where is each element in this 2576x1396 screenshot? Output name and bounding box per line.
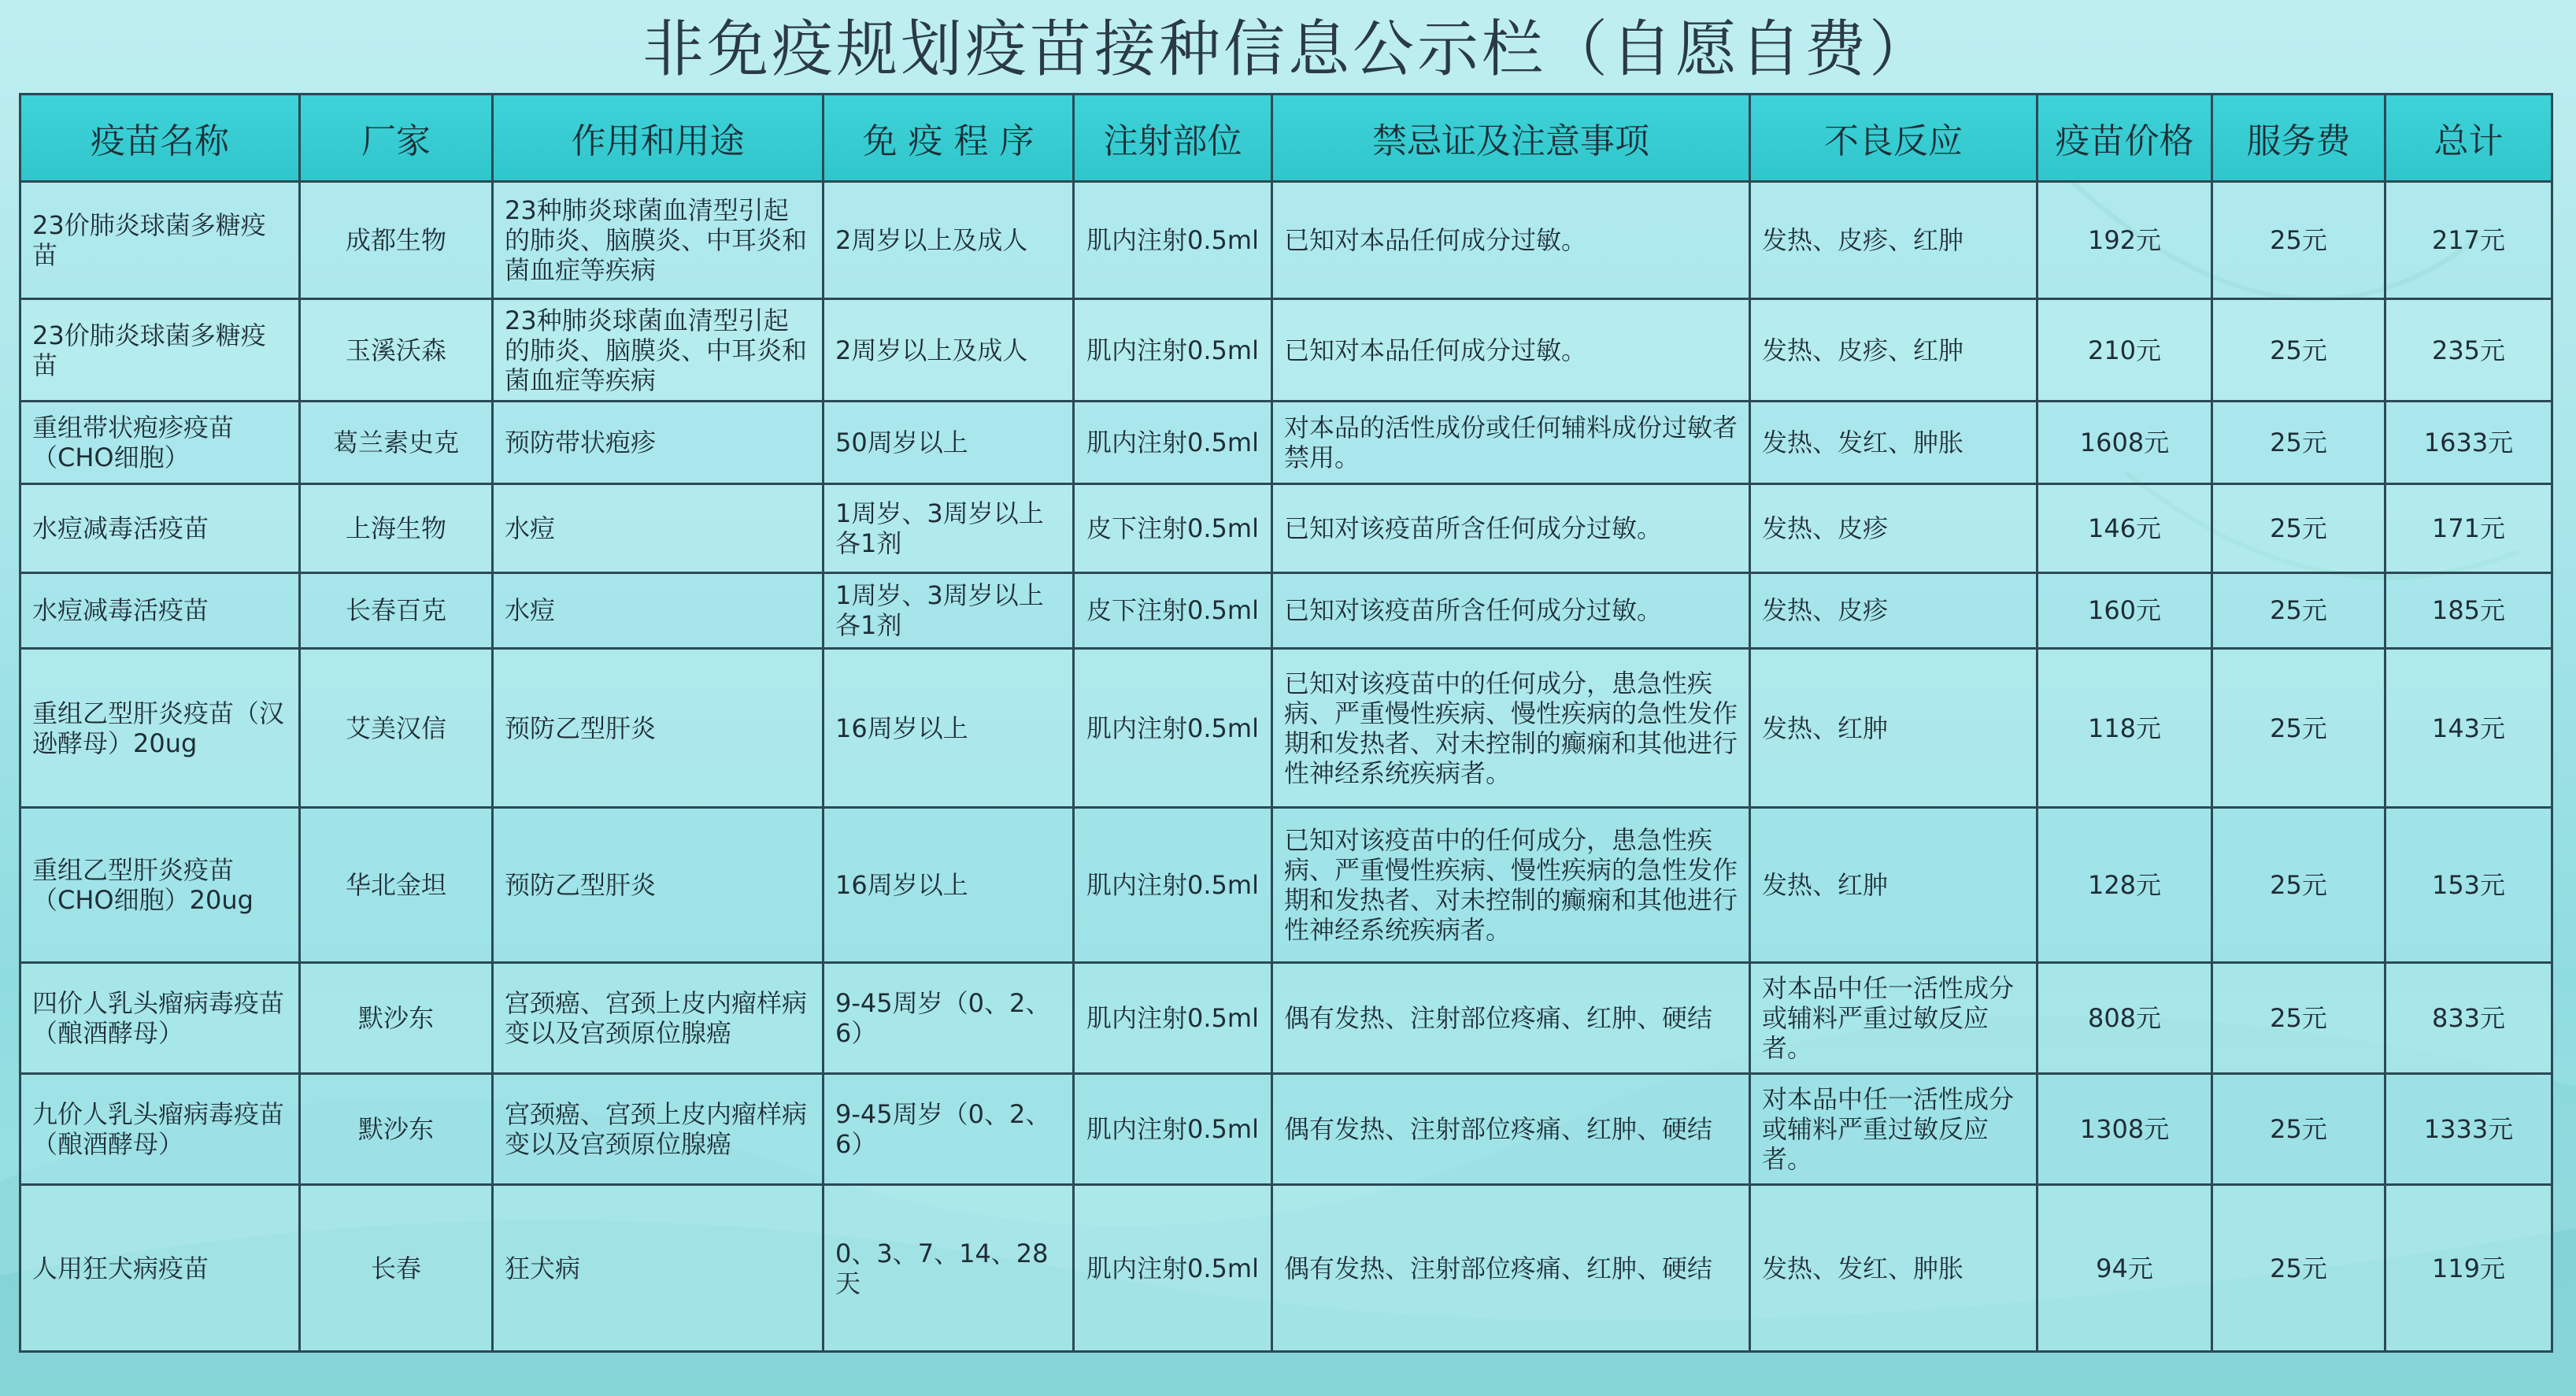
usage-cell: 宫颈癌、宫颈上皮内瘤样病变以及宫颈原位腺癌 [493,963,824,1074]
schedule-cell: 16周岁以上 [824,807,1074,962]
vaccine-name-cell: 四价人乳头瘤病毒疫苗（酿酒酵母） [20,963,300,1074]
adverse-reactions-cell: 发热、红肿 [1750,807,2037,962]
service-fee-cell: 25元 [2212,483,2385,572]
header-manufacturer: 厂家 [300,94,493,182]
manufacturer-cell: 上海生物 [300,483,493,572]
table-row [20,572,2552,649]
schedule-cell: 9-45周岁（0、2、6） [824,1074,1074,1185]
injection-site-cell: 肌内注射0.5ml [1074,807,1272,962]
contraindications-cell: 已知对本品任何成分过敏。 [1272,299,1750,402]
page-title: 非免疫规划疫苗接种信息公示栏（自愿自费） [642,14,1934,85]
manufacturer-cell: 长春 [300,1185,493,1352]
adverse-reactions-cell: 发热、红肿 [1750,649,2037,807]
adverse-reactions-cell: 发热、皮疹、红肿 [1750,299,2037,402]
vaccine-name-cell: 23价肺炎球菌多糖疫苗 [20,299,300,402]
table-row [20,182,2552,299]
manufacturer-cell: 默沙东 [300,1074,493,1185]
contraindications-cell: 偶有发热、注射部位疼痛、红肿、硬结 [1272,963,1750,1074]
total-cell: 119元 [2385,1185,2552,1352]
table-row [20,299,2552,402]
vaccine-name-cell: 重组带状疱疹疫苗（CHO细胞） [20,402,300,484]
contraindications-cell: 已知对该疫苗中的任何成分，患急性疾病、严重慢性疾病、慢性疾病的急性发作期和发热者、对未控制的癫痫和其他进行性神经系统疾病者。 [1272,649,1750,807]
manufacturer-cell: 葛兰素史克 [300,402,493,484]
total-cell: 235元 [2385,299,2552,402]
vaccine-price-cell: 192元 [2037,182,2212,299]
vaccine-name-cell: 重组乙型肝炎疫苗（CHO细胞）20ug [20,807,300,962]
schedule-cell: 16周岁以上 [824,649,1074,807]
vaccine-name-cell: 重组乙型肝炎疫苗（汉逊酵母）20ug [20,649,300,807]
injection-site-cell: 肌内注射0.5ml [1074,963,1272,1074]
service-fee-cell: 25元 [2212,299,2385,402]
usage-cell: 23种肺炎球菌血清型引起的肺炎、脑膜炎、中耳炎和菌血症等疾病 [493,299,824,402]
vaccine-price-cell: 1308元 [2037,1074,2212,1185]
vaccine-price-cell: 160元 [2037,572,2212,649]
usage-cell: 水痘 [493,483,824,572]
manufacturer-cell: 长春百克 [300,572,493,649]
table-row [20,1185,2552,1352]
service-fee-cell: 25元 [2212,1074,2385,1185]
vaccine-name-cell: 九价人乳头瘤病毒疫苗（酿酒酵母） [20,1074,300,1185]
contraindications-cell: 对本品的活性成份或任何辅料成份过敏者禁用。 [1272,402,1750,484]
manufacturer-cell: 华北金坦 [300,807,493,962]
adverse-reactions-cell: 发热、皮疹、红肿 [1750,182,2037,299]
contraindications-cell: 偶有发热、注射部位疼痛、红肿、硬结 [1272,1074,1750,1185]
header-schedule: 免 疫 程 序 [824,94,1074,182]
total-cell: 1333元 [2385,1074,2552,1185]
vaccine-info-table [19,93,2553,1353]
adverse-reactions-cell: 对本品中任一活性成分或辅料严重过敏反应者。 [1750,1074,2037,1185]
contraindications-cell: 偶有发热、注射部位疼痛、红肿、硬结 [1272,1185,1750,1352]
service-fee-cell: 25元 [2212,963,2385,1074]
header-service-fee: 服务费 [2212,94,2385,182]
schedule-cell: 0、3、7、14、28天 [824,1185,1074,1352]
injection-site-cell: 皮下注射0.5ml [1074,483,1272,572]
header-usage: 作用和用途 [493,94,824,182]
adverse-reactions-cell: 对本品中任一活性成分或辅料严重过敏反应者。 [1750,963,2037,1074]
injection-site-cell: 皮下注射0.5ml [1074,572,1272,649]
table-row [20,1074,2552,1185]
header-total: 总计 [2385,94,2552,182]
table-row [20,649,2552,807]
vaccine-price-cell: 118元 [2037,649,2212,807]
schedule-cell: 1周岁、3周岁以上各1剂 [824,483,1074,572]
manufacturer-cell: 默沙东 [300,963,493,1074]
injection-site-cell: 肌内注射0.5ml [1074,402,1272,484]
total-cell: 833元 [2385,963,2552,1074]
total-cell: 1633元 [2385,402,2552,484]
usage-cell: 水痘 [493,572,824,649]
header-contraindications: 禁忌证及注意事项 [1272,94,1750,182]
table-row [20,807,2552,962]
vaccine-price-cell: 146元 [2037,483,2212,572]
vaccine-price-cell: 210元 [2037,299,2212,402]
vaccine-price-cell: 128元 [2037,807,2212,962]
usage-cell: 宫颈癌、宫颈上皮内瘤样病变以及宫颈原位腺癌 [493,1074,824,1185]
vaccine-name-cell: 人用狂犬病疫苗 [20,1185,300,1352]
manufacturer-cell: 成都生物 [300,182,493,299]
service-fee-cell: 25元 [2212,402,2385,484]
schedule-cell: 50周岁以上 [824,402,1074,484]
contraindications-cell: 已知对该疫苗中的任何成分，患急性疾病、严重慢性疾病、慢性疾病的急性发作期和发热者、对未控制的癫痫和其他进行性神经系统疾病者。 [1272,807,1750,962]
contraindications-cell: 已知对本品任何成分过敏。 [1272,182,1750,299]
manufacturer-cell: 艾美汉信 [300,649,493,807]
vaccine-name-cell: 23价肺炎球菌多糖疫苗 [20,182,300,299]
total-cell: 185元 [2385,572,2552,649]
service-fee-cell: 25元 [2212,649,2385,807]
contraindications-cell: 已知对该疫苗所含任何成分过敏。 [1272,483,1750,572]
header-vaccine-price: 疫苗价格 [2037,94,2212,182]
total-cell: 153元 [2385,807,2552,962]
service-fee-cell: 25元 [2212,182,2385,299]
schedule-cell: 2周岁以上及成人 [824,299,1074,402]
table-row [20,483,2552,572]
injection-site-cell: 肌内注射0.5ml [1074,649,1272,807]
injection-site-cell: 肌内注射0.5ml [1074,299,1272,402]
schedule-cell: 1周岁、3周岁以上各1剂 [824,572,1074,649]
header-injection-site: 注射部位 [1074,94,1272,182]
service-fee-cell: 25元 [2212,1185,2385,1352]
contraindications-cell: 已知对该疫苗所含任何成分过敏。 [1272,572,1750,649]
adverse-reactions-cell: 发热、皮疹 [1750,483,2037,572]
service-fee-cell: 25元 [2212,807,2385,962]
injection-site-cell: 肌内注射0.5ml [1074,1074,1272,1185]
header-adverse-reactions: 不良反应 [1750,94,2037,182]
service-fee-cell: 25元 [2212,572,2385,649]
usage-cell: 预防乙型肝炎 [493,649,824,807]
schedule-cell: 2周岁以上及成人 [824,182,1074,299]
vaccine-name-cell: 水痘减毒活疫苗 [20,483,300,572]
adverse-reactions-cell: 发热、发红、肿胀 [1750,1185,2037,1352]
vaccine-price-cell: 1608元 [2037,402,2212,484]
usage-cell: 预防乙型肝炎 [493,807,824,962]
injection-site-cell: 肌内注射0.5ml [1074,182,1272,299]
vaccine-name-cell: 水痘减毒活疫苗 [20,572,300,649]
usage-cell: 狂犬病 [493,1185,824,1352]
manufacturer-cell: 玉溪沃森 [300,299,493,402]
usage-cell: 23种肺炎球菌血清型引起的肺炎、脑膜炎、中耳炎和菌血症等疾病 [493,182,824,299]
injection-site-cell: 肌内注射0.5ml [1074,1185,1272,1352]
table-header-row [20,94,2552,182]
vaccine-price-cell: 808元 [2037,963,2212,1074]
adverse-reactions-cell: 发热、发红、肿胀 [1750,402,2037,484]
header-vaccine-name: 疫苗名称 [20,94,300,182]
adverse-reactions-cell: 发热、皮疹 [1750,572,2037,649]
total-cell: 171元 [2385,483,2552,572]
total-cell: 217元 [2385,182,2552,299]
table-row [20,402,2552,484]
schedule-cell: 9-45周岁（0、2、6） [824,963,1074,1074]
total-cell: 143元 [2385,649,2552,807]
table-row [20,963,2552,1074]
vaccine-price-cell: 94元 [2037,1185,2212,1352]
usage-cell: 预防带状疱疹 [493,402,824,484]
